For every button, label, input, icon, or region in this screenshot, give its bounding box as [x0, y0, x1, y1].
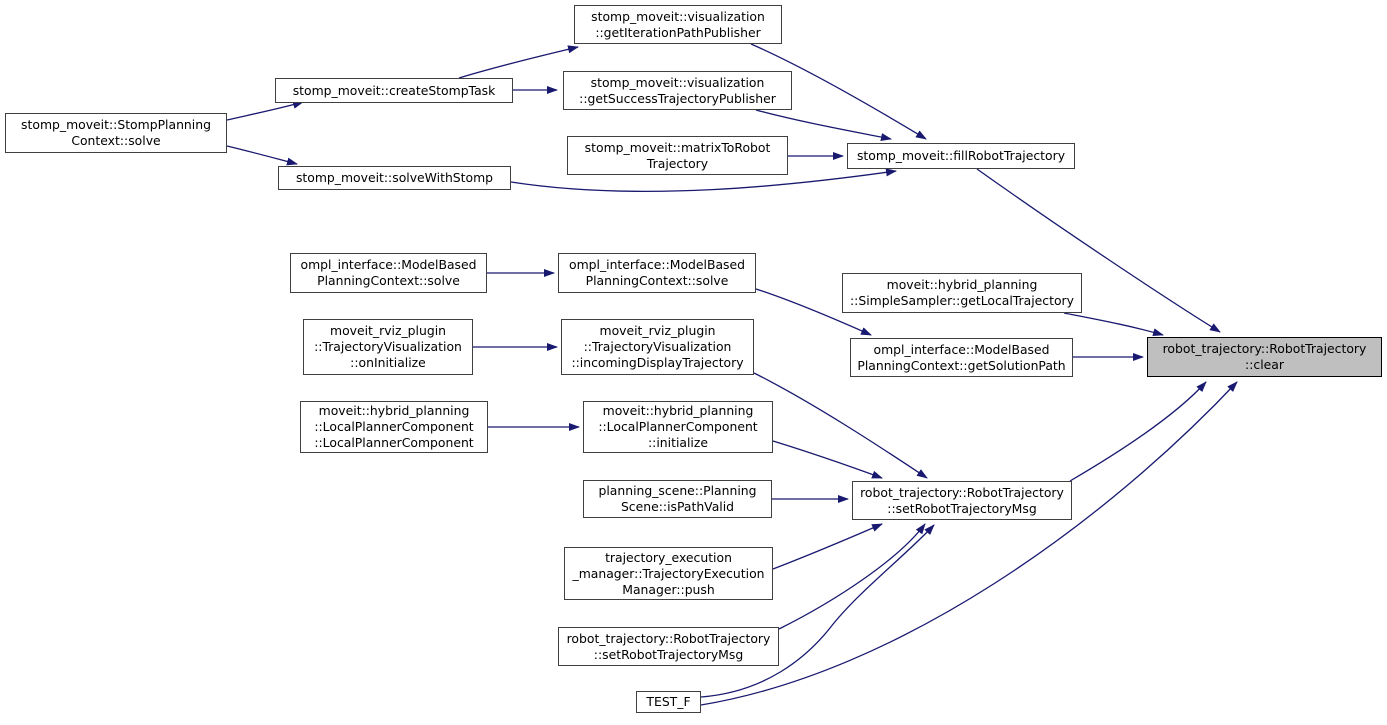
node-trajectory-execution-manager-push[interactable] [564, 547, 773, 600]
node-label-line: PlanningContext::solve [585, 273, 729, 288]
node-label-line: robot_trajectory::RobotTrajectory [566, 630, 771, 646]
edge-get-success-trajectory-publisher--to--fill-robot-trajectory [756, 110, 891, 139]
node-model-based-planning-context-solve[interactable] [558, 253, 756, 293]
node-label-line: planning_scene::Planning [598, 483, 757, 498]
node-label-line: moveit::hybrid_planning [602, 403, 754, 418]
node-label-line: stomp_moveit::visualization [591, 8, 765, 24]
node-create-stomp-task[interactable] [275, 78, 513, 103]
edge-trajectory-visualization-incoming-display-trajectory--to--set-robot-trajectory-msg [754, 373, 927, 478]
node-label-line: moveit_rviz_plugin [330, 323, 446, 338]
node-label-line: Manager::push [622, 581, 715, 597]
edge-trajectory-execution-manager-push--to--set-robot-trajectory-msg [773, 524, 882, 569]
node-trajectory-visualization-on-initialize[interactable] [303, 319, 473, 375]
node-model-based-planning-context-solve-caller[interactable] [290, 253, 487, 293]
node-label-line: trajectory_execution [605, 549, 732, 565]
node-label-line: ::LocalPlannerComponent [314, 419, 474, 434]
node-label-line: moveit_rviz_plugin [599, 323, 716, 338]
node-robot-trajectory-clear[interactable] [1147, 337, 1382, 377]
node-label-line: ::getSuccessTrajectoryPublisher [579, 90, 776, 106]
node-label-line: TEST_F [646, 694, 691, 709]
node-label-line: ::TrajectoryVisualization [314, 339, 462, 354]
node-label-line: ::TrajectoryVisualization [583, 339, 732, 354]
node-label-line: stomp_moveit::createStompTask [292, 82, 496, 98]
node-label-line: stomp_moveit::matrixToRobot [584, 139, 771, 155]
edge-stomp-planning-context-solve--to--create-stomp-task [227, 102, 303, 120]
node-test-f[interactable] [636, 691, 701, 713]
node-label-line: robot_trajectory::RobotTrajectory [1162, 341, 1367, 356]
node-label-line: ::getIterationPathPublisher [595, 24, 761, 40]
node-planning-scene-is-path-valid[interactable] [583, 480, 772, 518]
node-label-line: PlanningContext::solve [317, 273, 460, 288]
node-simple-sampler-get-local-trajectory[interactable] [842, 273, 1082, 313]
node-label-line: ::LocalPlannerComponent [314, 435, 474, 450]
edge-create-stomp-task--to--get-iteration-path-publisher [459, 47, 578, 78]
node-label-line: Trajectory [646, 155, 709, 171]
node-label-line: stomp_moveit::fillRobotTrajectory [856, 148, 1066, 163]
node-label-line: stomp_moveit::StompPlanning [21, 117, 211, 132]
node-label-line: ::setRobotTrajectoryMsg [593, 646, 744, 662]
edge-set-robot-trajectory-msg-overload--to--set-robot-trajectory-msg [779, 524, 925, 629]
node-label-line: ::onInitialize [350, 355, 426, 370]
node-label-line: ::LocalPlannerComponent [598, 419, 758, 434]
edge-stomp-planning-context-solve--to--solve-with-stomp [227, 146, 297, 164]
node-label-line: moveit::hybrid_planning [886, 277, 1038, 292]
edge-simple-sampler-get-local-trajectory--to--robot-trajectory-clear [1064, 313, 1163, 335]
node-label-line: ::incomingDisplayTrajectory [571, 355, 744, 370]
node-fill-robot-trajectory[interactable] [847, 143, 1075, 169]
node-set-robot-trajectory-msg[interactable] [852, 481, 1072, 520]
node-trajectory-visualization-incoming-display-trajectory[interactable] [561, 319, 754, 375]
node-label-line: ::SimpleSampler::getLocalTrajectory [850, 293, 1074, 308]
node-stomp-planning-context-solve[interactable] [5, 113, 227, 153]
node-label-line: moveit::hybrid_planning [318, 403, 470, 418]
node-label-line: PlanningContext::getSolutionPath [857, 357, 1066, 373]
node-local-planner-component-initialize[interactable] [583, 401, 773, 453]
node-label-line: stomp_moveit::visualization [590, 74, 765, 90]
node-label-line: ompl_interface::ModelBased [568, 257, 745, 272]
node-local-planner-component-constructor[interactable] [300, 401, 488, 453]
node-get-success-trajectory-publisher[interactable] [563, 71, 792, 110]
node-label-line: ::initialize [648, 435, 708, 450]
node-solve-with-stomp[interactable] [278, 166, 511, 190]
node-set-robot-trajectory-msg-overload[interactable] [558, 627, 779, 666]
edge-set-robot-trajectory-msg--to--robot-trajectory-clear [1070, 382, 1206, 481]
edge-local-planner-component-initialize--to--set-robot-trajectory-msg [773, 441, 882, 478]
node-label-line: ompl_interface::ModelBased [300, 257, 477, 272]
edge-test-f--to--robot-trajectory-clear [701, 382, 1237, 705]
node-label-line: ::setRobotTrajectoryMsg [887, 500, 1037, 516]
node-get-iteration-path-publisher[interactable] [574, 5, 782, 44]
node-get-solution-path[interactable] [850, 338, 1073, 377]
node-label-line: Context::solve [71, 133, 161, 148]
node-label-line: ompl_interface::ModelBased [873, 341, 1050, 357]
node-label-line: stomp_moveit::solveWithStomp [295, 170, 494, 185]
node-label-line: ::clear [1245, 357, 1284, 372]
node-matrix-to-robot-trajectory[interactable] [567, 136, 788, 175]
node-label-line: _manager::TrajectoryExecution [572, 565, 765, 581]
node-label-line: robot_trajectory::RobotTrajectory [860, 484, 1064, 500]
node-label-line: Scene::isPathValid [620, 499, 735, 514]
